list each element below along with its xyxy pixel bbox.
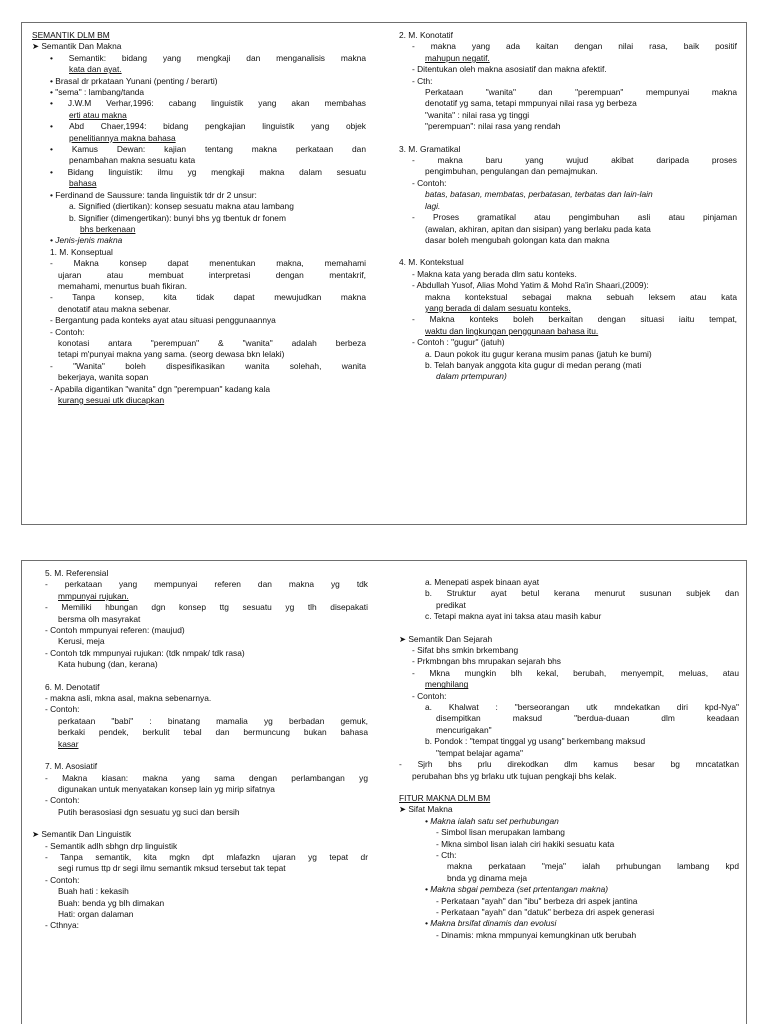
- spacer: [399, 623, 739, 634]
- text-line: kurang sesuai utk diucapkan: [58, 395, 165, 405]
- text-line: digunakan untuk menyatakan konsep lain yg mirip sifatnya: [58, 783, 275, 794]
- text-line: bekerjaya, wanita sopan: [58, 372, 149, 383]
- text-line: • Abd Chaer,1994: bidang pengkajian linguistik yang objek: [50, 121, 366, 132]
- text-line: a. Daun pokok itu gugur kerana musim panas (jatuh ke bumi): [425, 348, 652, 359]
- text-line: 3. M. Gramatikal: [399, 143, 461, 154]
- text-line: memahami, menurtus buah fikiran.: [58, 280, 187, 291]
- text-line: • Semantik: bidang yang mengkaji dan menganalisis makna: [50, 52, 366, 63]
- text-line: - Tanpa konsep, kita tidak dapat mewujudkan makna: [50, 292, 366, 303]
- text-line: a. Menepati aspek binaan ayat: [425, 577, 540, 587]
- text-line: c. Tetapi makna ayat ini taksa atau masih kabur: [425, 611, 602, 622]
- text-line: dalam prtempuran): [436, 371, 507, 382]
- text-line: - Simbol lisan merupakan lambang: [436, 827, 565, 838]
- text-line: perubahan bhs yg brlaku utk tujuan pengkaji bhs kelak.: [412, 770, 617, 781]
- text-line: 1. M. Konseptual: [50, 246, 113, 257]
- text-line: - Makna kiasan: makna yang sama dengan perlambangan yg: [45, 772, 368, 783]
- text-line: • Ferdinand de Saussure: tanda linguistik tdr dr 2 unsur:: [50, 189, 257, 200]
- text-line: - Makna konsep dapat menentukan makna, memahami: [50, 258, 366, 269]
- text-line: kasar: [58, 738, 79, 749]
- text-line: bhs berkenaan: [80, 223, 136, 234]
- text-line: • J.W.M Verhar,1996: cabang linguistik yang akan membahas: [50, 98, 366, 109]
- text-line: b. Struktur ayat betul kerana menurut susunan subjek dan: [425, 588, 739, 599]
- text-line: mmpunyai rujukan.: [58, 590, 129, 601]
- text-line: Buah: benda yg blh dimakan: [58, 897, 165, 908]
- text-line: - Abdullah Yusof, Alias Mohd Yatim & Mohd Ra'in Shaari,(2009):: [412, 280, 649, 291]
- text-line: mahupun negatif.: [425, 52, 490, 63]
- text-line: disempitkan maksud "berdua-duaan dlm keadaan: [436, 713, 739, 724]
- spacer: [399, 246, 737, 257]
- text-line: - Mkna mungkin blh kekal, berubah, menyempit, meluas, atau: [412, 667, 739, 678]
- text-line: - Dinamis: mkna mmpunyai kemungkinan utk berubah: [436, 929, 637, 940]
- text-line: - Contoh : "gugur" (jatuh): [412, 337, 505, 348]
- text-line: - Cthnya:: [45, 920, 79, 931]
- text-line: - Proses gramatikal atau pengimbuhan asli atau pinjaman: [412, 212, 737, 223]
- text-line: - Mkna simbol lisan ialah ciri hakiki sesuatu kata: [436, 838, 615, 849]
- spacer: [399, 133, 737, 144]
- text-line: • Kamus Dewan: kajian tentang makna perkataan dan: [50, 144, 366, 155]
- text-line: bahasa: [69, 178, 97, 189]
- text-line: FITUR MAKNA DLM BM: [399, 792, 491, 803]
- text-line: konotasi antara "perempuan" & "wanita" adalah berbeza: [58, 337, 366, 348]
- text-line: ➤ Semantik Dan Makna: [32, 41, 122, 52]
- text-line: dasar boleh mengubah golongan kata dan makna: [425, 234, 610, 245]
- text-line: - perkataan yang mempunyai referen dan makna yg tdk: [45, 579, 368, 590]
- text-line: - Perkataan "ayah" dan "ibu" berbeza dri aspek jantina: [436, 895, 638, 906]
- page-1-notes: [21, 22, 747, 525]
- text-line: - makna baru yang wujud akibat daripada proses: [412, 155, 737, 166]
- text-line: (awalan, akhiran, apitan dan sisipan) yang berlaku pada kata: [425, 223, 651, 234]
- page-1-left-column: [32, 30, 366, 406]
- text-line: bnda yg dinama meja: [447, 872, 528, 883]
- text-line: - "Wanita" boleh dispesifikasikan wanita solehah, wanita: [50, 360, 366, 371]
- text-line: - Sjrh bhs prlu direkodkan dlm kamus besar bg mncatatkan: [399, 759, 739, 770]
- text-line: - Contoh mmpunyai referen: (maujud): [45, 625, 185, 636]
- text-line: bersma olh masyrakat: [58, 613, 141, 624]
- text-line: - Cth:: [436, 849, 457, 860]
- text-line: perkataan "babi" : binatang mamalia yg berbadan gemuk,: [58, 715, 368, 726]
- text-line: berkaki pendek, berkulit tebal dan bermuncung bukan bahasa: [58, 727, 368, 738]
- text-line: b. Signifier (dimengertikan): bunyi bhs yg tbentuk dr fonem: [69, 212, 286, 223]
- text-line: Kata hubung (dan, kerana): [58, 659, 158, 670]
- text-line: - Semantik adlh sbhgn drp linguistik: [45, 840, 178, 851]
- text-line: Hati: organ dalaman: [58, 908, 134, 919]
- page-1-right-column: [399, 30, 737, 383]
- text-line: - Memiliki hbungan dgn konsep ttg sesuatu yg tlh disepakati: [45, 602, 368, 613]
- text-line: tetapi m'punyai makna yang sama. (seorg dewasa bkn lelaki): [58, 349, 285, 360]
- text-line: segi rumus ttp dr segi ilmu semantik mksud tersebut tak tepat: [58, 863, 286, 874]
- text-line: - Makna kata yang berada dlm satu konteks.: [412, 268, 577, 279]
- text-line: • Brasal dr prkataan Yunani (penting / berarti): [50, 75, 218, 86]
- text-line: yang berada di dalam sesuatu konteks.: [425, 302, 571, 313]
- text-line: - Contoh:: [50, 326, 85, 337]
- text-line: ➤ Semantik Dan Linguistik: [32, 829, 132, 840]
- text-line: ujaran atau membuat interpretasi dengan mentakrif,: [58, 269, 366, 280]
- text-line: - Sifat bhs smkin brkembang: [412, 645, 519, 656]
- text-line: batas, batasan, membatas, perbatasan, terbatas dan lain-lain: [425, 189, 653, 200]
- text-line: makna kontekstual sebagai makna sebuah leksem atau kata: [425, 291, 737, 302]
- text-line: predikat: [436, 599, 466, 610]
- text-line: - Cth:: [412, 75, 433, 86]
- text-line: Perkataan "wanita" dan "perempuan" mempunyai makna: [425, 87, 737, 98]
- text-line: - Contoh:: [412, 690, 447, 701]
- text-line: - Contoh:: [45, 795, 80, 806]
- text-line: denotatif atau makna sebenar.: [58, 303, 171, 314]
- text-line: - Ditentukan oleh makna asosiatif dan makna afektif.: [412, 64, 607, 75]
- text-line: - Prkmbngan bhs mrupakan sejarah bhs: [412, 656, 561, 667]
- text-line: "wanita" : nilai rasa yg tinggi: [425, 109, 530, 120]
- spacer: [399, 782, 739, 793]
- text-line: SEMANTIK DLM BM: [32, 30, 110, 40]
- text-line: • Jenis-jenis makna: [50, 235, 123, 246]
- text-line: denotatif yg sama, tetapi mmpunyai nilai rasa yg berbeza: [425, 98, 637, 109]
- text-line: erti atau makna: [69, 109, 127, 120]
- text-line: Putih berasosiasi dgn sesuatu yg suci dan bersih: [58, 806, 240, 817]
- text-line: penelitiannya makna bahasa: [69, 132, 176, 143]
- text-line: • "sema" : lambang/tanda: [50, 87, 145, 98]
- text-line: Kerusi, meja: [58, 636, 105, 647]
- text-line: - Apabila digantikan "wanita" dgn "perempuan" kadang kala: [50, 383, 271, 394]
- spacer: [32, 750, 368, 761]
- text-line: ➤ Sifat Makna: [399, 804, 453, 815]
- text-line: kata dan ayat.: [69, 64, 122, 75]
- text-line: 6. M. Denotatif: [45, 681, 100, 692]
- text-line: - Makna konteks boleh berkaitan dengan situasi iaitu tempat,: [412, 314, 737, 325]
- text-line: 7. M. Asosiatif: [45, 761, 98, 772]
- text-line: 4. M. Kontekstual: [399, 257, 464, 268]
- text-line: makna perkataan "meja" ialah prhubungan lambang kpd: [447, 861, 739, 872]
- spacer: [32, 671, 368, 682]
- text-line: menghilang: [425, 679, 469, 690]
- spacer: [32, 818, 368, 829]
- text-line: a. Khalwat : "berseorangan utk mndekatkan diri kpd-Nya": [425, 702, 739, 713]
- text-line: 2. M. Konotatif: [399, 30, 453, 40]
- text-line: "perempuan": nilai rasa yang rendah: [425, 121, 561, 132]
- text-line: ➤ Semantik Dan Sejarah: [399, 633, 493, 644]
- text-line: • Makna sbgai pembeza (set prtentangan makna): [425, 884, 609, 895]
- text-line: pengimbuhan, pengulangan dan pemajmukan.: [425, 166, 598, 177]
- text-line: a. Signified (diertikan): konsep sesuatu makna atau lambang: [69, 201, 294, 212]
- text-line: b. Telah banyak anggota kita gugur di medan perang (mati: [425, 359, 642, 370]
- text-line: - Contoh:: [412, 177, 447, 188]
- text-line: waktu dan lingkungan penggunaan bahasa itu.: [425, 325, 599, 336]
- text-line: 5. M. Referensial: [45, 568, 109, 578]
- text-line: - Contoh:: [45, 874, 80, 885]
- text-line: b. Pondok : "tempat tinggal yg usang" berkembang maksud: [425, 736, 646, 747]
- page-2-left-column: [32, 568, 368, 932]
- text-line: Buah hati : kekasih: [58, 886, 129, 897]
- text-line: • Makna ialah satu set perhubungan: [425, 815, 559, 826]
- text-line: - makna yang ada kaitan dengan nilai rasa, baik positif: [412, 41, 737, 52]
- text-line: - Tanpa semantik, kita mgkn dpt mlafazkn ujaran yg tepat dr: [45, 851, 368, 862]
- text-line: • Makna brsifat dinamis dan evolusi: [425, 918, 557, 929]
- text-line: - Perkataan "ayah" dan "datuk" berbeza dri aspek generasi: [436, 906, 655, 917]
- text-line: - Contoh:: [45, 704, 80, 715]
- text-line: - Contoh tdk mmpunyai rujukan: (tdk nmpak/ tdk rasa): [45, 647, 245, 658]
- text-line: penambahan makna sesuatu kata: [69, 155, 196, 166]
- text-line: - Bergantung pada konteks ayat atau situasi penggunaannya: [50, 315, 276, 326]
- text-line: • Bidang linguistik: ilmu yg mengkaji makna dalam sesuatu: [50, 166, 366, 177]
- text-line: "tempat belajar agama": [436, 747, 523, 758]
- text-line: lagi.: [425, 200, 441, 211]
- page-2-notes: [21, 560, 747, 1024]
- text-line: mencurigakan": [436, 724, 492, 735]
- page-2-right-column: [399, 577, 739, 941]
- text-line: - makna asli, mkna asal, makna sebenarnya.: [45, 693, 212, 704]
